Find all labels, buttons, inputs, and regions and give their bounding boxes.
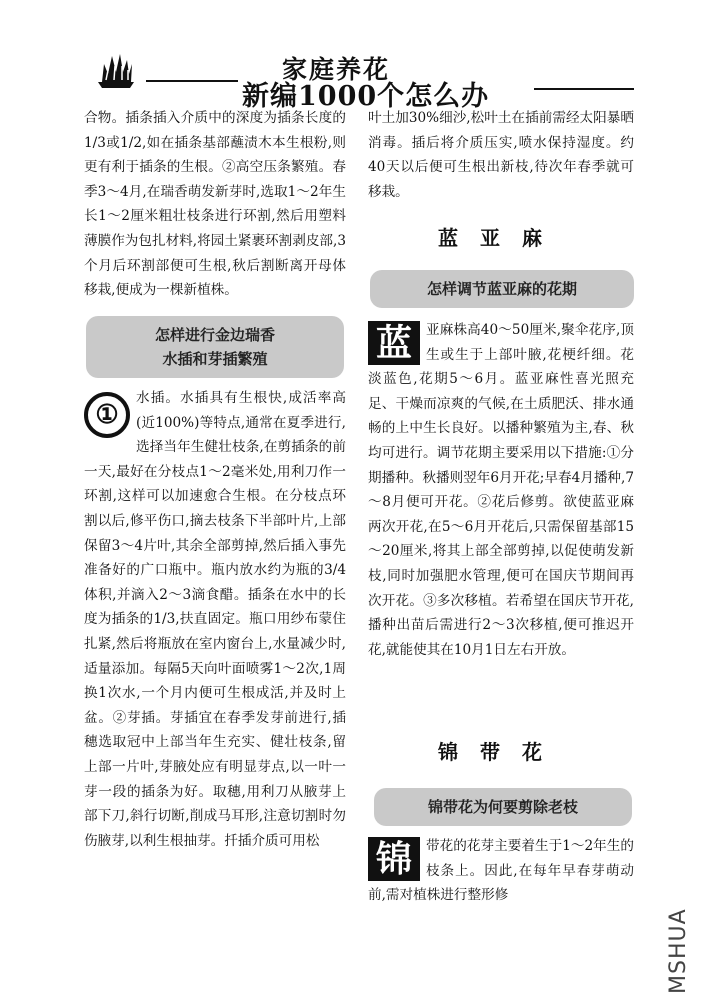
left-banner-line2: 水插和芽插繁殖 <box>162 350 268 368</box>
right-body-text-2 <box>368 834 634 908</box>
right-intro-paragraph: 叶土加30%细沙,松叶土在插前需经太阳暴晒消毒。插后将介质压实,喷水保持湿度。约40天以后便可生根出新枝,待次年春季就可移栽。 <box>368 110 634 200</box>
right-section-banner-1 <box>370 270 634 308</box>
section-title-jin-dai-hua: 锦带花 <box>438 740 564 764</box>
right-body-paragraph-1: 亚麻株高40～50厘米,聚伞花序,顶生或生于上部叶腋,花梗纤细。花淡蓝色,花期5～6月。蓝亚麻性喜光照充足、干燥而凉爽的气候,在土质肥沃、排水通畅的上中生长良好。以播种繁殖为主,春、秋均可进行。调节花期主要采用以下措施:①分期播种。秋播则翌年6月开花;早春4月播种,7～8月便可开花。②花后修剪。欲使蓝亚麻两次开花,在5～6月开花后,只需保留基部15～20厘米,将其上部全部剪掉,以促使萌发新枝,同时加强肥水管理,便可在国庆节期间再次开花。③多次移植。若希望在国庆节开花,播种出苗后需进行2～3次移植,便可推迟开花,就能使其在10月1日左右开放。 <box>368 322 634 658</box>
section-title-lan-ya-ma: 蓝亚麻 <box>438 226 564 250</box>
left-intro-text <box>84 106 346 303</box>
right-banner-2-label: 锦带花为何要剪除老枝 <box>427 798 578 816</box>
number-one-dropcap: ① <box>84 392 130 438</box>
left-banner-line1: 怎样进行金边瑞香 <box>154 326 275 344</box>
watermark-text: MSHUA <box>666 908 691 994</box>
right-section-banner-2 <box>374 788 632 826</box>
header-title-top: 家庭养花 <box>282 55 391 84</box>
dropcap-lan: 蓝 <box>368 321 420 365</box>
dropcap-jin: 锦 <box>368 837 420 881</box>
header-rule-right <box>534 88 634 90</box>
left-intro-paragraph: 合物。插条插入介质中的深度为插条长度的1/3或1/2,如在插条基部蘸渍木本生根粉,则更有利于插条的生根。②高空压条繁殖。春季3～4月,在瑞香萌发新芽时,选取1～2年生长1～2厘米粗壮枝条进行环割,然后用塑料薄膜作为包扎材料,将园土紧裹环割剥皮部,3个月后环割部便可生根,秋后割断离开母体移栽,便成为一棵新植株。 <box>84 110 346 299</box>
right-body-paragraph-2: 带花的花芽主要着生于1～2年生的枝条上。因此,在每年早春芽萌动前,需对植株进行整形修 <box>368 838 634 904</box>
right-body-text-1 <box>368 318 634 662</box>
watermark <box>664 900 696 996</box>
left-section-banner <box>86 316 344 378</box>
page-header <box>86 40 646 112</box>
left-body-paragraph: 水插。水插具有生根快,成活率高(近100%)等特点,通常在夏季进行,选择当年生健壮枝条,在剪插条的前一天,最好在分枝点1～2毫米处,用利刀作一环割,这样可以加速愈合生根。在分枝点环割以后,修平伤口,摘去枝条下半部叶片,上部保留3～4片叶,其余全部剪掉,然后插入事先准备好的广口瓶中。瓶内放水约为瓶的3/4体积,并滴入2～3滴食醋。插条在水中的长度为插条的1/3,扶直固定。瓶口用纱布蒙住扎紧,然后将瓶放在室内窗台上,水量减少时,适量添加。每隔5天向叶面喷雾1～2次,1周换1次水,一个月内便可生根成活,并及时上盆。②芽插。芽插宜在春季发芽前进行,插穗选取冠中上部当年生充实、健壮枝条,留上部一片叶,芽腋处应有明显芽点,以一叶一芽一段的插条为好。取穗,用利刀从腋芽上部下刀,斜行切断,削成马耳形,注意切割时勿伤腋芽,以利生根抽芽。扦插介质可用松 <box>84 390 346 849</box>
flower-logo-icon <box>96 52 136 88</box>
left-body-text <box>84 386 346 853</box>
header-title-bottom: 新编1000个怎么办 <box>242 81 490 112</box>
right-banner-1-label: 怎样调节蓝亚麻的花期 <box>426 280 577 298</box>
right-intro-text <box>368 106 634 204</box>
header-rule-left <box>146 80 238 82</box>
